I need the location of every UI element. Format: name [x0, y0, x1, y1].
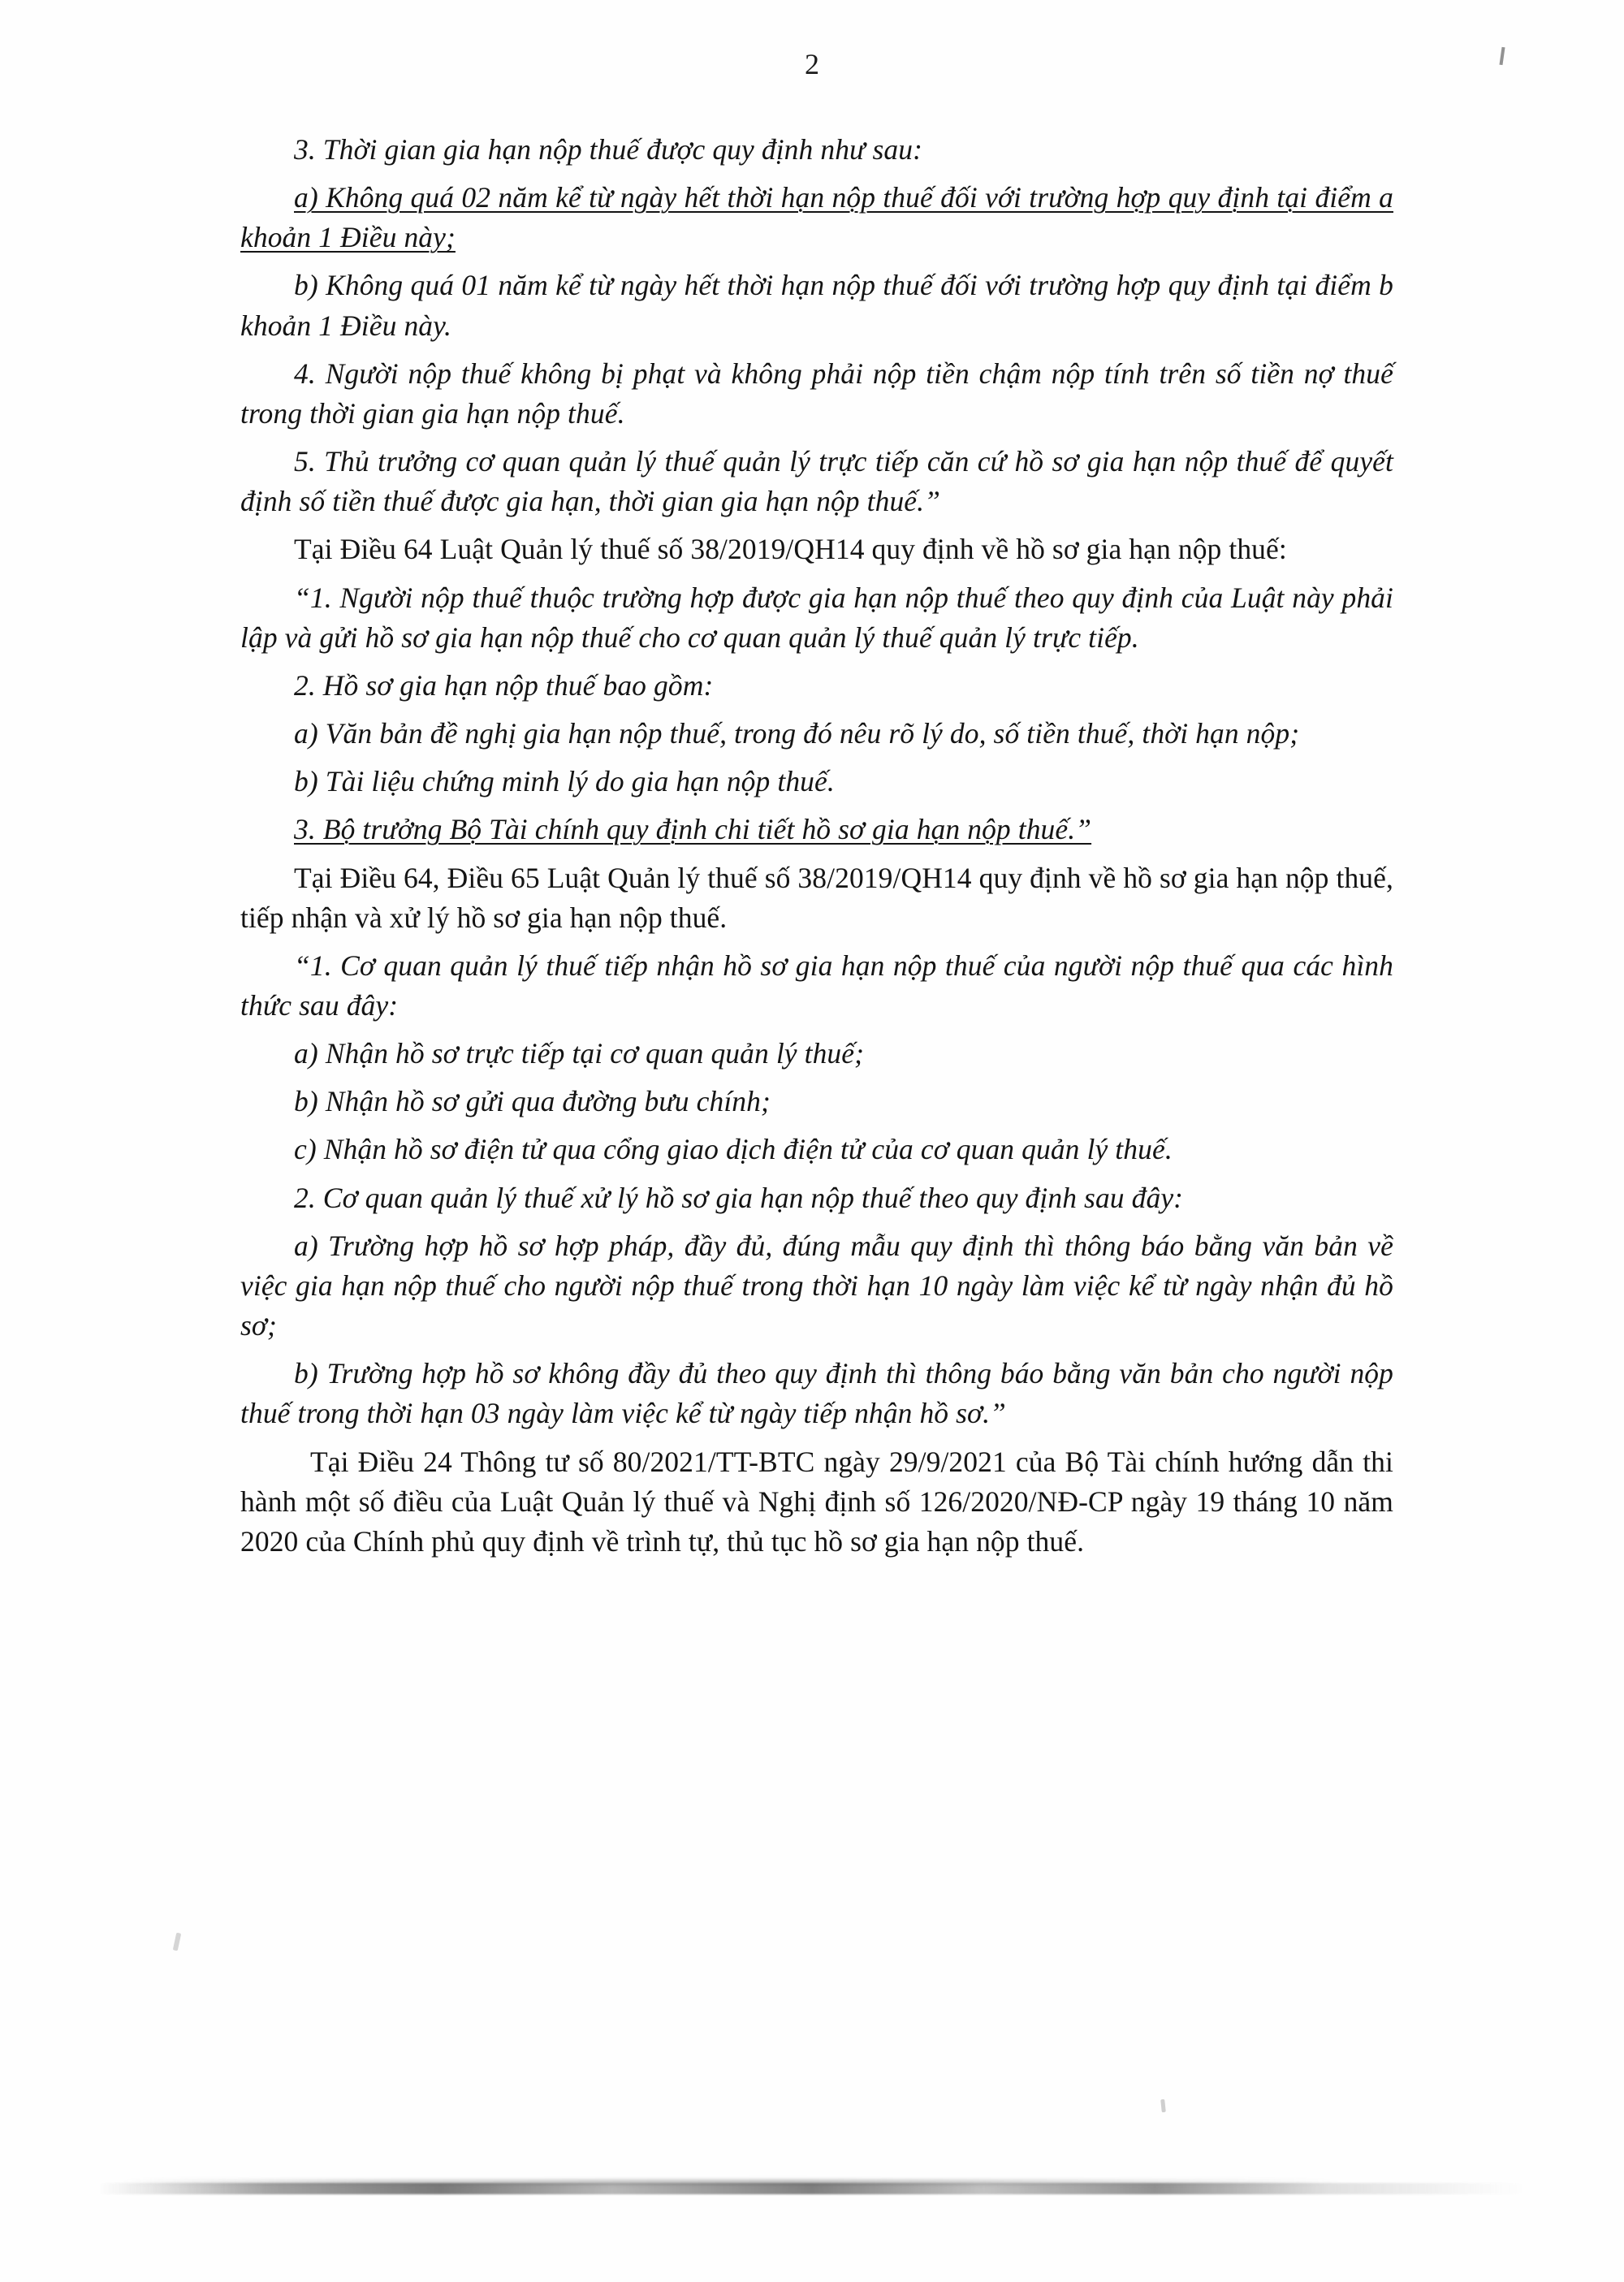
reference-thong-tu-80: Tại Điều 24 Thông tư số 80/2021/TT-BTC ngày 29/9/2021 của Bộ Tài chính hướng dẫn thi hành một số điều của Luật Quản lý thuế và Nghị định số 126/2020/NĐ-CP ngày 19 tháng 10 năm 2020 của Chính phủ quy định về trình tự, thủ tục hồ sơ gia hạn nộp thuế.	[240, 1445, 1393, 1558]
quote2-2-xu-ly: 2. Cơ quan quản lý thuế xử lý hồ sơ gia hạn nộp thuế theo quy định sau đây:	[294, 1181, 1184, 1214]
quote-3-bo-truong: 3. Bộ trưởng Bộ Tài chính quy định chi tiết hồ sơ gia hạn nộp thuế.”	[294, 813, 1092, 846]
scan-speck	[173, 1933, 181, 1951]
scan-smudge-bottom-secondary	[122, 2180, 1340, 2185]
page-number: 2	[805, 48, 819, 80]
reference-dieu-64-65: Tại Điều 64, Điều 65 Luật Quản lý thuế số 38/2019/QH14 quy định về hồ sơ gia hạn nộp thuế, tiếp nhận và xử lý hồ sơ gia hạn nộp thuế.	[240, 861, 1393, 934]
quote2-2b: b) Trường hợp hồ sơ không đầy đủ theo quy định thì thông báo bằng văn bản cho người nộp thuế trong thời hạn 03 ngày làm việc kể từ ngày tiếp nhận hồ sơ.”	[240, 1357, 1393, 1430]
quote2-1c: c) Nhận hồ sơ điện tử qua cổng giao dịch điện tử của cơ quan quản lý thuế.	[294, 1133, 1173, 1166]
document-body	[240, 130, 1393, 1575]
quote-2-ho-so: 2. Hồ sơ gia hạn nộp thuế bao gồm:	[294, 668, 714, 702]
quote2-1a: a) Nhận hồ sơ trực tiếp tại cơ quan quản lý thuế;	[294, 1037, 865, 1070]
quote-2a: a) Văn bản đề nghị gia hạn nộp thuế, trong đó nêu rõ lý do, số tiền thuế, thời hạn nộp;	[294, 717, 1300, 750]
paragraph-3a: a) Không quá 02 năm kể từ ngày hết thời hạn nộp thuế đối với trường hợp quy định tại điểm a khoản 1 Điều này;	[240, 181, 1393, 254]
quote2-1-co-quan: “1. Cơ quan quản lý thuế tiếp nhận hồ sơ gia hạn nộp thuế của người nộp thuế qua các hình thức sau đây:	[240, 949, 1393, 1022]
quote2-2a: a) Trường hợp hồ sơ hợp pháp, đầy đủ, đúng mẫu quy định thì thông báo bằng văn bản về việc gia hạn nộp thuế cho người nộp thuế trong thời hạn 10 ngày làm việc kể từ ngày nhận đủ hồ sơ;	[240, 1229, 1393, 1342]
scan-smudge-bottom	[97, 2183, 1527, 2194]
reference-dieu-64: Tại Điều 64 Luật Quản lý thuế số 38/2019/QH14 quy định về hồ sơ gia hạn nộp thuế:	[294, 533, 1287, 566]
paragraph-4: 4. Người nộp thuế không bị phạt và không phải nộp tiền chậm nộp tính trên số tiền nợ thuế trong thời gian gia hạn nộp thuế.	[240, 357, 1393, 430]
paragraph-3b: b) Không quá 01 năm kể từ ngày hết thời hạn nộp thuế đối với trường hợp quy định tại điểm b khoản 1 Điều này.	[240, 269, 1393, 342]
scan-speck	[1160, 2099, 1166, 2112]
quote-1-nguoi-nop-thue: “1. Người nộp thuế thuộc trường hợp được gia hạn nộp thuế theo quy định của Luật này phải lập và gửi hồ sơ gia hạn nộp thuế cho cơ quan quản lý thuế quản lý trực tiếp.	[240, 581, 1393, 654]
quote2-1b: b) Nhận hồ sơ gửi qua đường bưu chính;	[294, 1085, 771, 1118]
quote-2b: b) Tài liệu chứng minh lý do gia hạn nộp thuế.	[294, 765, 835, 798]
paragraph-3-heading: 3. Thời gian gia hạn nộp thuế được quy định như sau:	[294, 133, 923, 166]
paragraph-5: 5. Thủ trưởng cơ quan quản lý thuế quản lý trực tiếp căn cứ hồ sơ gia hạn nộp thuế để quyết định số tiền thuế được gia hạn, thời gian gia hạn nộp thuế.”	[240, 445, 1393, 518]
